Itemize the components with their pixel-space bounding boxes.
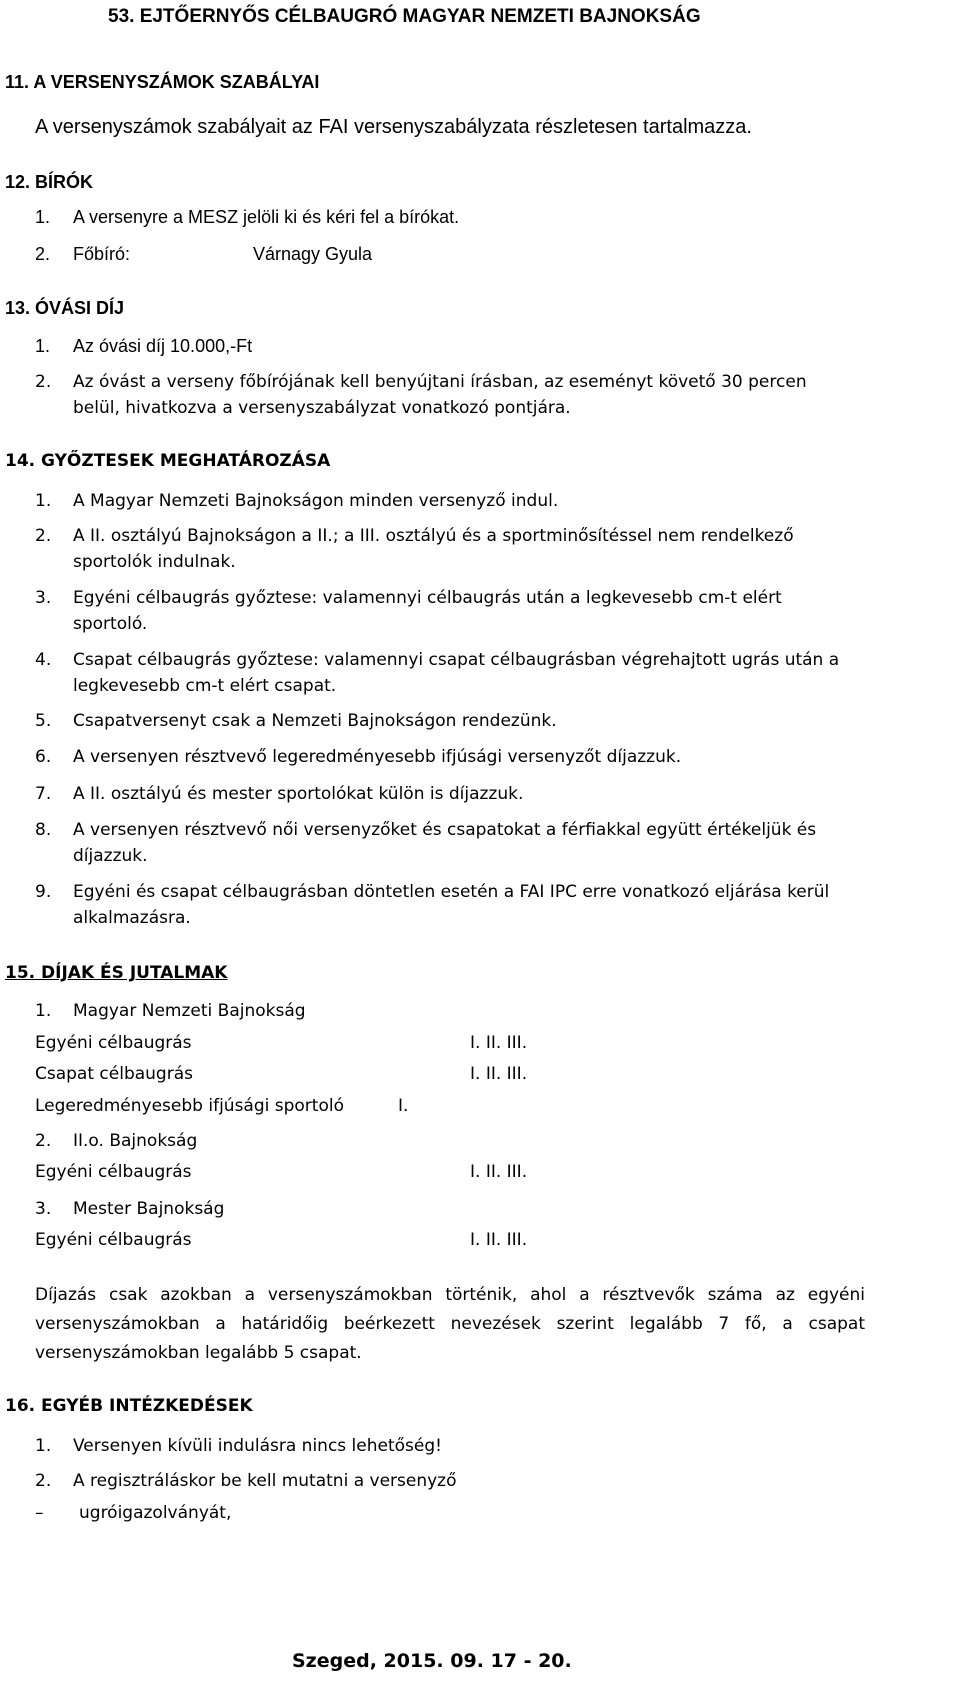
item-text-cont: legkevesebb cm-t elért csapat.: [73, 676, 337, 696]
item-number: 1.: [35, 491, 52, 511]
item-number: 1.: [35, 207, 51, 227]
item-number: 4.: [35, 650, 52, 670]
item-number: 2.: [35, 1131, 52, 1151]
item-text: Egyéni célbaugrás győztese: valamennyi célbaugrás után a legkevesebb cm-t elért: [73, 588, 782, 608]
item-text: A versenyen résztvevő női versenyzőket és csapatokat a férfiakkal együtt értékeljük és: [73, 820, 817, 840]
section-number: 13.: [5, 298, 31, 318]
item-number: 7.: [35, 784, 52, 804]
prize-value: I.: [398, 1096, 409, 1116]
list-item: [35, 588, 782, 634]
prize-group-title: [35, 1199, 225, 1219]
item-text-cont: belül, hivatkozva a versenyszabályzat vonatkozó pontjára.: [73, 398, 571, 418]
prize-note-line: versenyszámokban legalább 5 csapat.: [35, 1343, 362, 1363]
item-text: A regisztráláskor be kell mutatni a versenyző: [73, 1471, 457, 1491]
item-number: 6.: [35, 747, 52, 767]
item-number: 3.: [35, 588, 52, 608]
section-11-text: A versenyszámok szabályait az FAI versenyszabályzata részletesen tartalmazza.: [35, 116, 752, 138]
list-item: [35, 882, 830, 928]
list-item: [35, 336, 253, 357]
item-text: Versenyen kívüli indulásra nincs lehetőség!: [73, 1436, 442, 1456]
prize-value: I. II. III.: [470, 1033, 528, 1053]
list-item: [35, 820, 817, 866]
section-number: 14.: [5, 451, 36, 471]
section-14-heading: [5, 451, 330, 471]
item-text-cont: sportoló.: [73, 614, 148, 634]
section-title: EGYÉB INTÉZKEDÉSEK: [41, 1396, 253, 1416]
prize-row: Egyéni célbaugrás: [35, 1230, 192, 1250]
item-text: A II. osztályú és mester sportolókat külön is díjazzuk.: [73, 784, 524, 804]
list-item: [35, 491, 559, 511]
item-text: A versenyen résztvevő legeredményesebb ifjúsági versenyzőt díjazzuk.: [73, 747, 682, 767]
dash-bullet: –: [35, 1503, 44, 1523]
section-11-heading: [5, 72, 319, 93]
section-13-heading: [5, 298, 124, 319]
section-title: BÍRÓK: [35, 172, 94, 192]
item-number: 2.: [35, 372, 52, 392]
section-title: DÍJAK ÉS JUTALMAK: [41, 963, 228, 983]
item-text: ugróigazolványát,: [79, 1503, 232, 1523]
list-item: [35, 747, 682, 767]
list-item: [35, 1436, 442, 1456]
item-number: 1.: [35, 336, 51, 356]
section-title: A VERSENYSZÁMOK SZABÁLYAI: [33, 72, 320, 92]
group-title: II.o. Bajnokság: [73, 1131, 198, 1151]
list-item: [35, 526, 794, 572]
item-text-cont: díjazzuk.: [73, 846, 148, 866]
item-number: 5.: [35, 711, 52, 731]
item-number: 1.: [35, 1436, 52, 1456]
list-item: [35, 711, 557, 731]
list-item: [35, 784, 524, 804]
group-title: Magyar Nemzeti Bajnokság: [73, 1001, 306, 1021]
section-number: 11.: [5, 72, 30, 92]
prize-note-line: Díjazás csak azokban a versenyszámokban történik, ahol a résztvevők száma az egyéni: [35, 1285, 865, 1305]
item-text: Csapat célbaugrás győztese: valamennyi csapat célbaugrásban végrehajtott ugrás után a: [73, 650, 840, 670]
prize-row: Csapat célbaugrás: [35, 1064, 193, 1084]
prize-value: I. II. III.: [470, 1162, 528, 1182]
prize-row: Legeredményesebb ifjúsági sportoló: [35, 1096, 344, 1116]
list-item: [35, 207, 460, 228]
item-number: 2.: [35, 1471, 52, 1491]
item-number: 2.: [35, 244, 51, 264]
section-16-heading: [5, 1396, 253, 1416]
prize-note-line: versenyszámokban a határidőig beérkezett nevezések szerint legalább 7 fő, a csapat: [35, 1314, 865, 1334]
section-title: GYŐZTESEK MEGHATÁROZÁSA: [41, 451, 331, 471]
section-number: 15.: [5, 963, 36, 983]
item-text: Az óvási díj 10.000,-Ft: [73, 336, 253, 356]
prize-value: I. II. III.: [470, 1230, 528, 1250]
list-item: [35, 244, 373, 265]
section-number: 16.: [5, 1396, 36, 1416]
item-number: 9.: [35, 882, 52, 902]
item-text-cont: sportolók indulnak.: [73, 552, 236, 572]
section-title: ÓVÁSI DÍJ: [35, 298, 125, 318]
item-number: 8.: [35, 820, 52, 840]
item-number: 3.: [35, 1199, 52, 1219]
list-item: [35, 650, 840, 696]
item-text: Egyéni és csapat célbaugrásban döntetlen esetén a FAI IPC erre vonatkozó eljárása kerül: [73, 882, 830, 902]
chief-judge-name: Várnagy Gyula: [253, 244, 373, 264]
item-number: 1.: [35, 1001, 52, 1021]
prize-group-title: [35, 1001, 306, 1021]
item-text: Csapatversenyt csak a Nemzeti Bajnokságon rendezünk.: [73, 711, 557, 731]
prize-row: Egyéni célbaugrás: [35, 1162, 192, 1182]
document-title: 53. EJTŐERNYŐS CÉLBAUGRÓ MAGYAR NEMZETI BAJNOKSÁG: [108, 6, 701, 27]
item-text: A II. osztályú Bajnokságon a II.; a III. osztályú és a sportminősítéssel nem rendelkező: [73, 526, 794, 546]
section-15-heading: [5, 963, 227, 983]
dash-list-item: [35, 1503, 232, 1523]
section-12-heading: [5, 172, 93, 193]
item-text: A versenyre a MESZ jelöli ki és kéri fel a bírókat.: [73, 207, 460, 227]
footer-location-date: Szeged, 2015. 09. 17 - 20.: [292, 1650, 572, 1672]
group-title: Mester Bajnokság: [73, 1199, 225, 1219]
item-text-cont: alkalmazásra.: [73, 908, 191, 928]
item-text: Az óvást a verseny főbírójának kell benyújtani írásban, az eseményt követő 30 percen: [73, 372, 807, 392]
prize-row: Egyéni célbaugrás: [35, 1033, 192, 1053]
prize-group-title: [35, 1131, 198, 1151]
section-number: 12.: [5, 172, 31, 192]
list-item: [35, 372, 807, 418]
chief-judge-label: Főbíró:: [73, 244, 131, 264]
item-text: A Magyar Nemzeti Bajnokságon minden versenyző indul.: [73, 491, 559, 511]
item-number: 2.: [35, 526, 52, 546]
prize-value: I. II. III.: [470, 1064, 528, 1084]
list-item: [35, 1471, 457, 1491]
